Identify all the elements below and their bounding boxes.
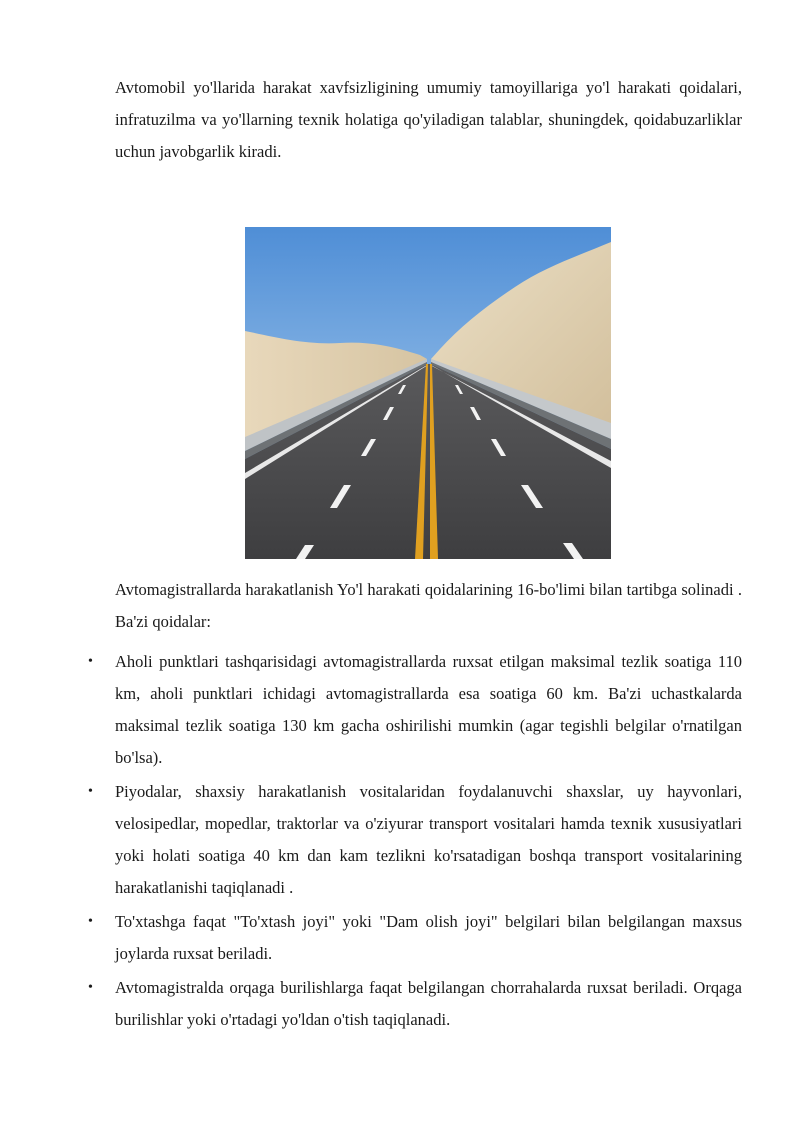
highway-rules-intro: Avtomagistrallarda harakatlanish Yo'l harakati qoidalarining 16-bo'limi bilan tartibga solinadi . Ba'zi qoidalar: — [115, 580, 742, 631]
list-item — [88, 906, 742, 970]
list-item-text: To'xtashga faqat "To'xtash joyi" yoki "Dam olish joyi" belgilari bilan belgilangan maxsus joylarda ruxsat beriladi. — [115, 912, 742, 963]
bullet-marker: • — [88, 980, 93, 995]
highway-image — [245, 227, 611, 559]
list-item — [88, 972, 742, 1036]
list-item-text: Aholi punktlari tashqarisidagi avtomagistrallarda ruxsat etilgan maksimal tezlik soatiga 110 km, aholi punktlari ichidagi avtomagistrallarda esa soatiga 60 km. Ba'zi uchastkalarda maksimal tezlik soatiga 130 km gacha oshirilishi mumkin (agar tegishli belgilar o'rnatilgan bo'lsa). — [115, 652, 742, 767]
bullet-marker: • — [88, 784, 93, 799]
list-item — [88, 776, 742, 904]
bullet-marker: • — [88, 654, 93, 669]
list-item-text: Avtomagistralda orqaga burilishlarga faqat belgilangan chorrahalarda ruxsat beriladi. Orqaga burilishlar yoki o'rtadagi yo'ldan o'tish taqiqlanadi. — [115, 978, 742, 1029]
list-item-text: Piyodalar, shaxsiy harakatlanish vositalaridan foydalanuvchi shaxslar, uy hayvonlari, velosipedlar, mopedlar, traktorlar va o'ziyurar transport vositalari hamda texnik xususiyatlari yoki holati soatiga 40 km dan kam tezlikni ko'rsatadigan boshqa transport vositalarining harakatlanishi taqiqlanadi . — [115, 782, 742, 897]
rules-list — [0, 646, 800, 1038]
intro-paragraph: Avtomobil yo'llarida harakat xavfsizligining umumiy tamoyillariga yo'l harakati qoidalari, infratuzilma va yo'llarning texnik holatiga qo'yiladigan talablar, shuningdek, qoidabuzarliklar uchun javobgarlik kiradi. — [115, 78, 742, 161]
bullet-marker: • — [88, 914, 93, 929]
list-item — [88, 646, 742, 774]
highway-illustration — [245, 227, 611, 559]
